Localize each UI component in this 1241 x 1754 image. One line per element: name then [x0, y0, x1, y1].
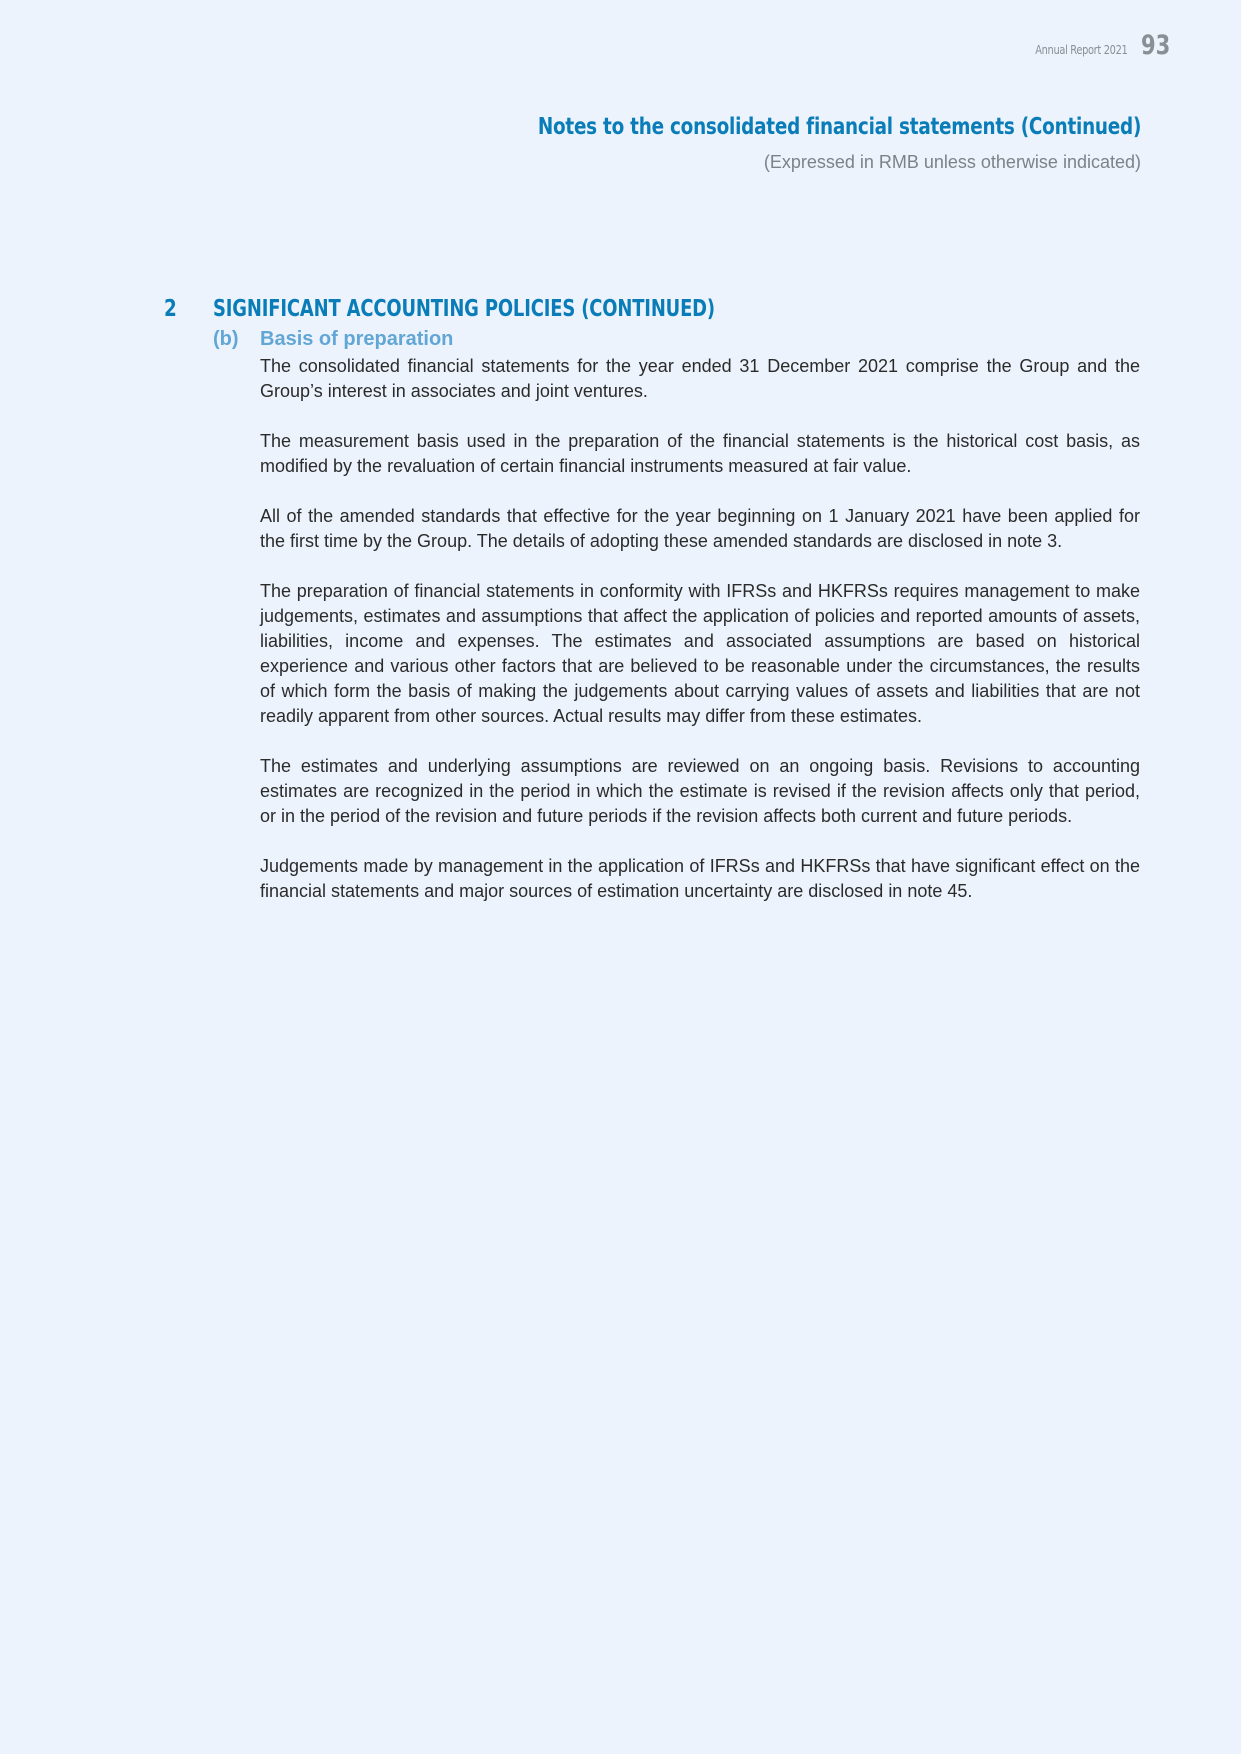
- paragraph: The measurement basis used in the preparation of the financial statements is the historical cost basis, as modified by the revaluation of certain financial instruments measured at fair value.: [260, 431, 1140, 476]
- body-text: [260, 354, 1140, 929]
- page-number: 93: [1141, 30, 1171, 61]
- section-number: 2: [164, 296, 177, 322]
- page-header: [1015, 32, 1179, 59]
- paragraph: The consolidated financial statements for the year ended 31 December 2021 comprise the Group and the Group’s interest in associates and joint ventures.: [260, 356, 1140, 401]
- paragraph: The preparation of financial statements in conformity with IFRSs and HKFRSs requires management to make judgements, estimates and assumptions that affect the application of policies and reported amounts of assets, liabilities, income and expenses. The estimates and associated assumptions are based on historical experience and various other factors that are believed to be reasonable under the circumstances, the results of which form the basis of making the judgements about carrying values of assets and liabilities that are not readily apparent from other sources. Actual results may differ from these estimates.: [260, 581, 1140, 726]
- section-title: SIGNIFICANT ACCOUNTING POLICIES (CONTINUED): [213, 296, 715, 322]
- report-label: Annual Report 2021: [1035, 43, 1128, 57]
- paragraph: All of the amended standards that effective for the year beginning on 1 January 2021 have been applied for the first time by the Group. The details of adopting these amended standards are disclosed in note 3.: [260, 506, 1140, 551]
- paragraph: The estimates and underlying assumptions are reviewed on an ongoing basis. Revisions to accounting estimates are recognized in the period in which the estimate is revised if the revision affects only that period, or in the period of the revision and future periods if the revision affects both current and future periods.: [260, 756, 1140, 826]
- subsection-label: (b): [213, 328, 239, 350]
- subsection-title: Basis of preparation: [260, 328, 454, 350]
- notes-title: Notes to the consolidated financial statements (Continued): [537, 114, 1141, 140]
- paragraph: Judgements made by management in the application of IFRSs and HKFRSs that have significant effect on the financial statements and major sources of estimation uncertainty are disclosed in note 45.: [260, 856, 1140, 901]
- notes-subtitle: (Expressed in RMB unless otherwise indicated): [763, 152, 1141, 172]
